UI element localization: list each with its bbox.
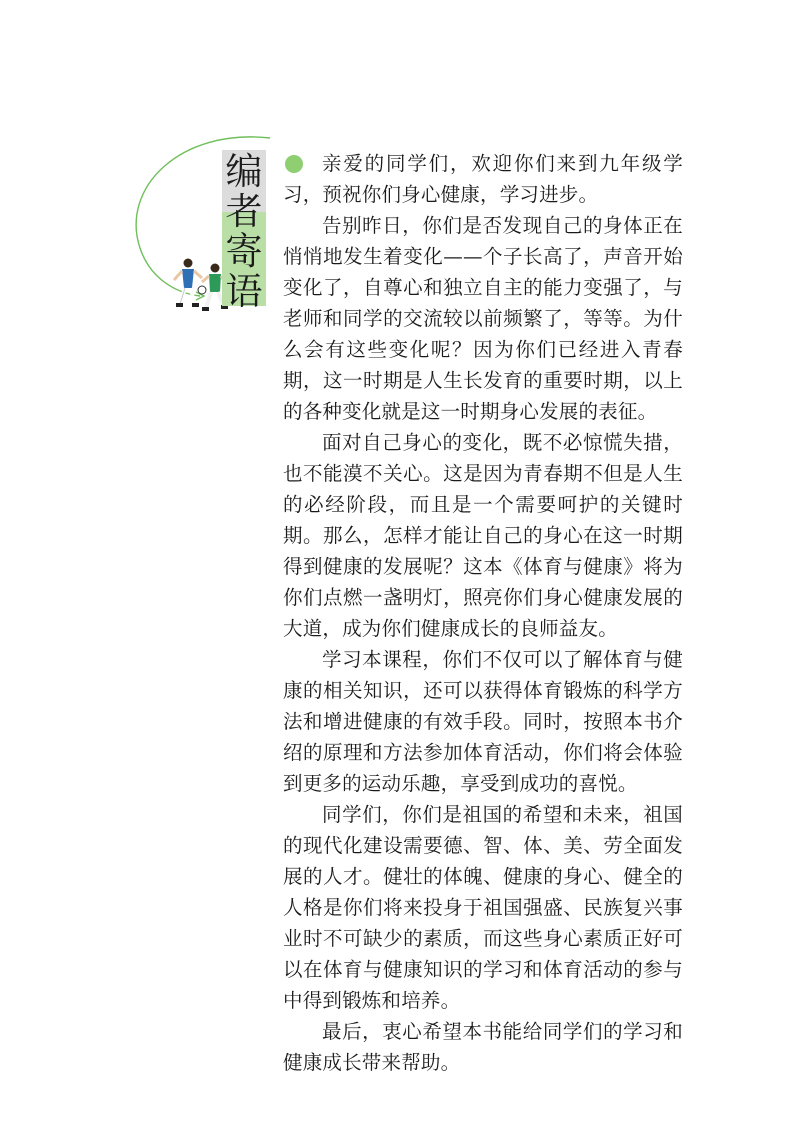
title-char-3: 寄 [225, 230, 263, 273]
editor-message-body [283, 148, 683, 1078]
paragraph: 亲爱的同学们，欢迎你们来到九年级学习，预祝你们身心健康，学习进步。 [283, 152, 683, 206]
title-char-4: 语 [225, 270, 263, 313]
paragraph: 同学们，你们是祖国的希望和未来，祖国的现代化建设需要德、智、体、美、劳全面发展的人才。健壮的体魄、健康的身心、健全的人格是你们将来投身于祖国强盛、民族复兴事业时不可缺少的素质，而这些身心素质正好可以在体育与健康知识的学习和体育活动的参与中得到锻炼和培养。 [283, 803, 683, 1012]
title-char-2: 者 [225, 190, 263, 233]
paragraph: 最后，衷心希望本书能给同学们的学习和健康成长带来帮助。 [283, 1020, 683, 1074]
paragraph: 面对自己身心的变化，既不必惊慌失措，也不能漠不关心。这是因为青春期不但是人生的必经阶段，而且是一个需要呵护的关键时期。那么，怎样才能让自己的身心在这一时期得到健康的发展呢？这本《体育与健康》将为你们点燃一盏明灯，照亮你们身心健康发展的大道，成为你们健康成长的良师益友。 [283, 431, 683, 640]
soccer-ball-icon [198, 286, 206, 294]
paragraph: 学习本课程，你们不仅可以了解体育与健康的相关知识，还可以获得体育锻炼的科学方法和增进健康的有效手段。同时，按照本书介绍的原理和方法参加体育活动，你们将会体验到更多的运动乐趣，享受到成功的喜悦。 [283, 648, 683, 795]
title-char-1: 编 [225, 150, 263, 193]
paragraph: 告别昨日，你们是否发现自己的身体正在悄悄地发生着变化——个子长高了，声音开始变化了，自尊心和独立自主的能力变强了，与老师和同学的交流较以前频繁了，等等。为什么会有这些变化呢？因为你们已经进入青春期，这一时期是人生长发育的重要时期，以上的各种变化就是这一时期身心发展的表征。 [283, 214, 683, 423]
